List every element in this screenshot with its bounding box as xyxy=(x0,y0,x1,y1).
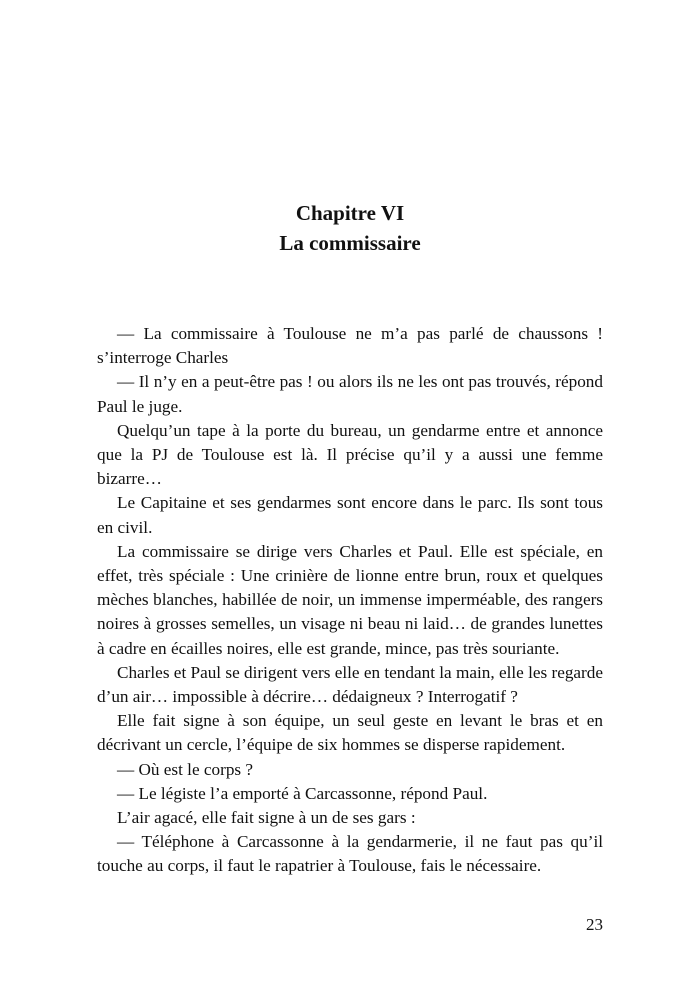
paragraph: La commissaire se dirige vers Charles et Paul. Elle est spéciale, en effet, très spéciale : Une crinière de lionne entre brun, roux et quelques mèches blanches, habillée de noir, un immense imperméable, des rangers noires à grosses semelles, un visage ni beau ni laid… de grandes lunettes à cadre en écailles noires, elle est grande, mince, pas très souriante. xyxy=(97,541,603,658)
paragraph: Quelqu’un tape à la porte du bureau, un gendarme entre et annonce que la PJ de Toulouse est là. Il précise qu’il y a aussi une femme bizarre… xyxy=(97,420,603,489)
body-text xyxy=(97,322,603,879)
paragraph: — Téléphone à Carcassonne à la gendarmerie, il ne faut pas qu’il touche au corps, il faut le rapatrier à Toulouse, fais le nécessaire. xyxy=(97,832,603,876)
paragraph: Le Capitaine et ses gendarmes sont encore dans le parc. Ils sont tous en civil. xyxy=(97,493,603,537)
chapter-number: Chapitre VI xyxy=(295,201,405,225)
paragraph: — Le légiste l’a emporté à Carcassonne, répond Paul. xyxy=(117,783,488,803)
paragraph: Charles et Paul se dirigent vers elle en tendant la main, elle les regarde d’un air… impossible à décrire… dédaigneux ? Interrogatif ? xyxy=(97,662,603,707)
page-number: 23 xyxy=(586,915,603,934)
paragraph: Elle fait signe à son équipe, un seul geste en levant le bras et en décrivant un cercle, l’équipe de six hommes se disperse rapidement. xyxy=(97,711,603,755)
paragraph: — Il n’y en a peut-être pas ! ou alors ils ne les ont pas trouvés, répond Paul le juge. xyxy=(97,372,603,416)
paragraph: L’air agacé, elle fait signe à un de ses gars : xyxy=(117,808,416,828)
paragraph: — La commissaire à Toulouse ne m’a pas parlé de chaussons ! s’interroge Charles xyxy=(97,324,603,368)
paragraph: — Où est le corps ? xyxy=(117,759,254,779)
chapter-title: La commissaire xyxy=(279,231,421,255)
chapter-heading xyxy=(0,198,700,258)
